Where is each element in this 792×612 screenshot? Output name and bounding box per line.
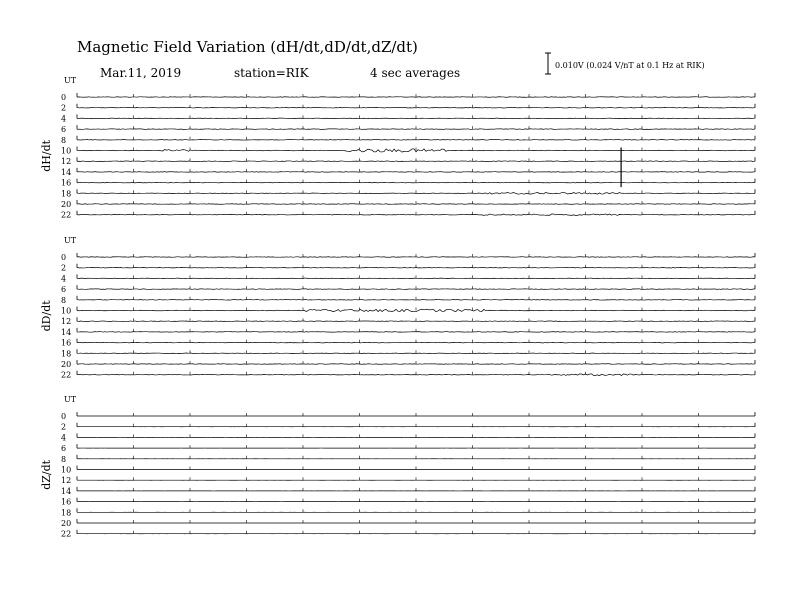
row-hour-label: 2 [61, 103, 67, 113]
row-hour-label: 22 [61, 529, 72, 539]
station-label: station=RIK [234, 66, 309, 80]
row-hour-label: 0 [61, 93, 67, 102]
row-hour-label: 12 [61, 317, 72, 327]
row-hour-label: 12 [61, 157, 72, 167]
row-hour-label: 20 [61, 519, 72, 528]
trace-line [77, 342, 755, 343]
trace-line [77, 257, 755, 258]
row-hour-label: 10 [61, 465, 72, 475]
row-hour-label: 8 [61, 135, 67, 145]
row-hour-label: 0 [61, 253, 67, 262]
chart-title: Magnetic Field Variation (dH/dt,dD/dt,dZ/dt) [77, 38, 418, 56]
row-hour-label: 14 [61, 486, 72, 496]
row-hour-label: 20 [61, 200, 72, 209]
row-hour-label: 22 [61, 210, 72, 220]
row-hour-label: 6 [61, 125, 67, 135]
row-hour-label: 16 [61, 338, 72, 348]
trace-line [77, 278, 755, 279]
row-hour-label: 10 [61, 146, 72, 156]
trace-line [77, 161, 755, 162]
trace-line [77, 321, 755, 322]
trace-line [77, 364, 755, 365]
trace-line [77, 140, 755, 141]
row-hour-label: 2 [61, 422, 67, 432]
scale-label: 0.010V (0.024 V/nT at 0.1 Hz at RIK) [555, 61, 705, 70]
panel-ylabel: dH/dt [40, 139, 53, 172]
row-hour-label: 14 [61, 167, 72, 177]
ut-label: UT [64, 76, 77, 85]
trace-line [77, 267, 755, 268]
averaging-label: 4 sec averages [370, 66, 461, 80]
row-hour-label: 22 [61, 370, 72, 380]
row-hour-label: 4 [61, 114, 67, 124]
date-label: Mar.11, 2019 [100, 66, 182, 80]
row-hour-label: 6 [61, 285, 67, 295]
row-hour-label: 18 [61, 508, 72, 518]
row-hour-label: 16 [61, 497, 72, 507]
panel-ylabel: dZ/dt [40, 459, 53, 490]
row-hour-label: 4 [61, 274, 67, 284]
trace-line [77, 129, 755, 130]
row-hour-label: 18 [61, 349, 72, 359]
trace-line [77, 172, 755, 173]
row-hour-label: 6 [61, 444, 67, 454]
row-hour-label: 12 [61, 476, 72, 486]
row-hour-label: 18 [61, 189, 72, 199]
row-hour-label: 20 [61, 360, 72, 369]
row-hour-label: 16 [61, 178, 72, 188]
row-hour-label: 0 [61, 412, 67, 421]
row-hour-label: 8 [61, 295, 67, 305]
panel-ylabel: dD/dt [40, 300, 53, 332]
row-hour-label: 4 [61, 433, 67, 443]
row-hour-label: 8 [61, 454, 67, 464]
trace-line [77, 332, 755, 333]
trace-line [77, 118, 755, 119]
ut-label: UT [64, 395, 77, 404]
row-hour-label: 10 [61, 306, 72, 316]
row-hour-label: 14 [61, 327, 72, 337]
ut-label: UT [64, 236, 77, 245]
row-hour-label: 2 [61, 263, 67, 273]
